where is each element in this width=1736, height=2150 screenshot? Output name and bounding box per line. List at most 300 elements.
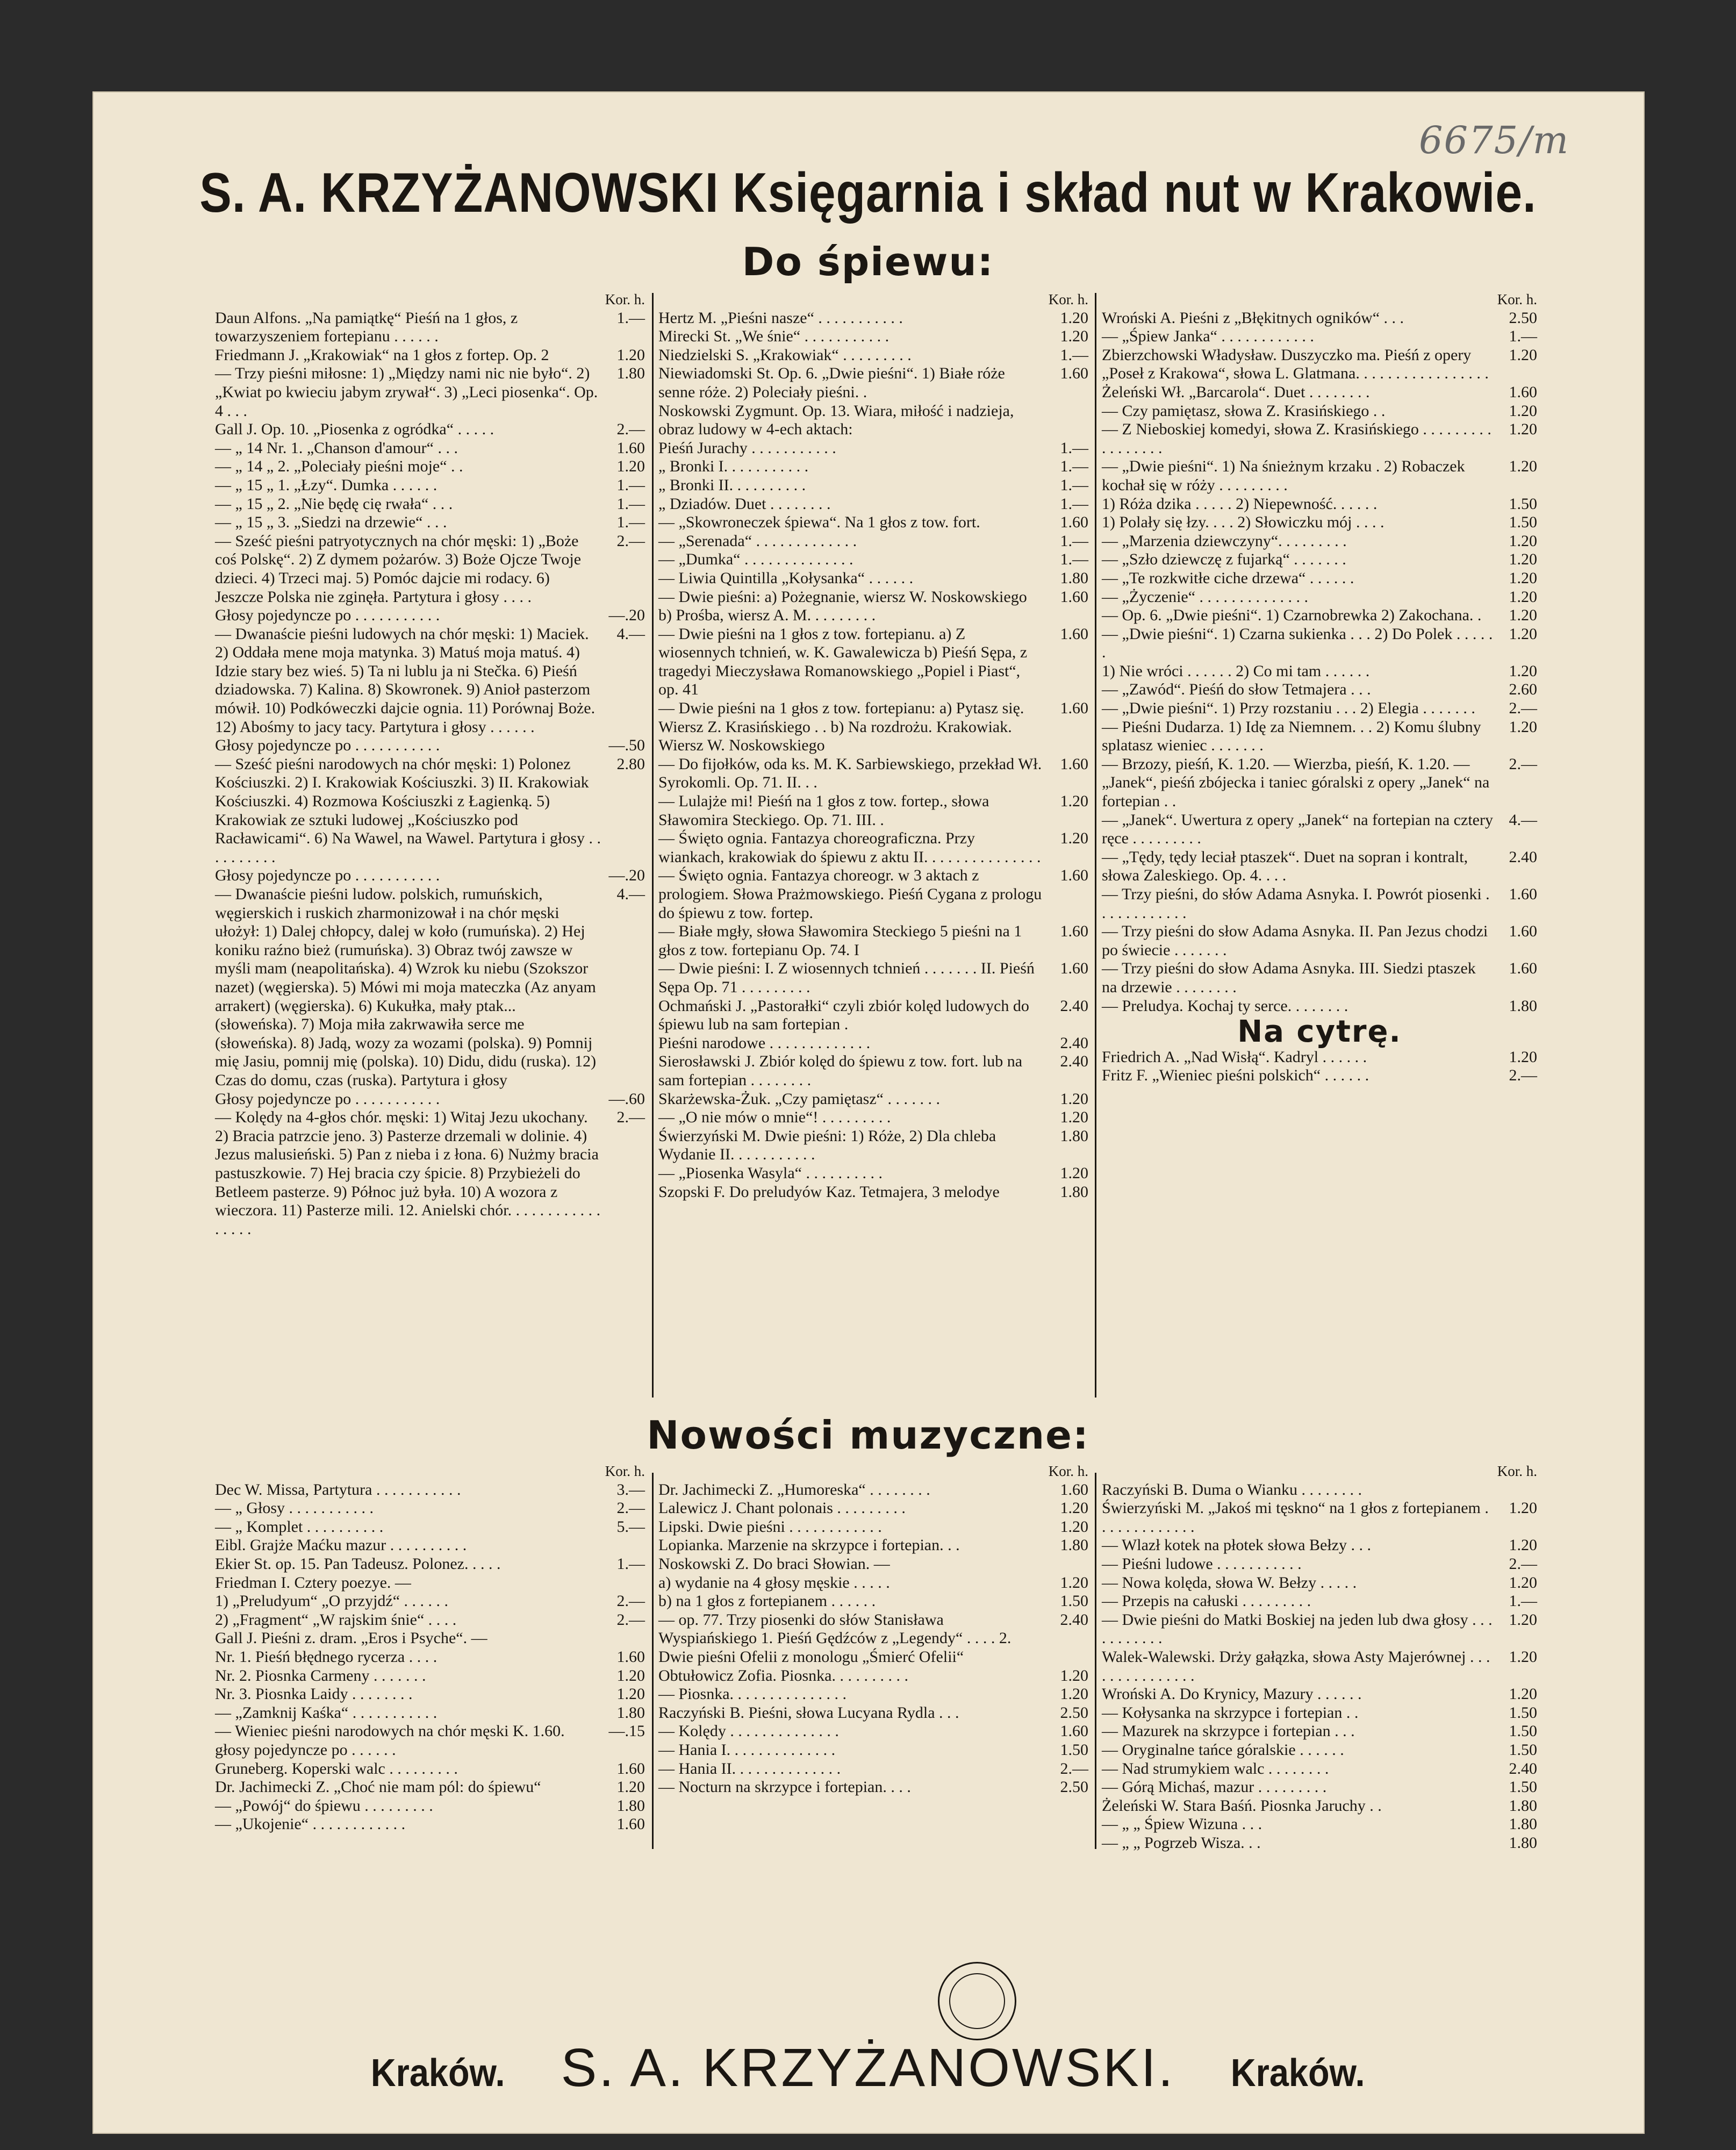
entry-title: „ Dziadów. Duet . . . . . . . . [658,494,831,513]
entry-title: Skarżewska-Żuk. „Czy pamiętasz“ . . . . . . . [658,1090,940,1108]
entry-title: Raczyński B. Pieśni, słowa Lucyana Rydla . . . [658,1703,959,1722]
entry-price: 2.— [1060,1759,1088,1778]
entry-price: 2.50 [1509,309,1537,327]
entry-price: 2.— [616,1592,645,1610]
entry-title: Lalewicz J. Chant polonais . . . . . . . . . [658,1499,906,1517]
entry-price: 1.50 [1509,494,1537,513]
catalog-entry [658,1034,1088,1053]
catalog-entry [1102,309,1537,328]
entry-price: 2.40 [1509,1759,1537,1778]
catalog-entry [658,1108,1088,1127]
entry-title: Świerzyński M. „Jakoś mi tęskno“ na 1 głos z fortepianem . . . . . . . . . . . . . [1102,1499,1489,1536]
footer [0,2037,1736,2099]
catalog-entry [215,1760,645,1779]
entry-price: 1.60 [1509,922,1537,941]
entry-price: 2.60 [1509,680,1537,699]
entry-price: 1.60 [1060,699,1088,718]
catalog-entry [658,402,1088,439]
catalog-entry [1102,1499,1537,1536]
catalog-entry [1102,383,1537,402]
entry-price: 2.40 [1060,997,1088,1015]
catalog-entry [658,1685,1088,1704]
entry-title: — Dwie pieśni na 1 głos z tow. fortepianu. a) Z wiosennych tchnień, w. K. Gawalewicza b) Pieśń Sępa, z tragedyi Mieczysława Romanowskiego „Popiel i Piast“, op. 41 [658,625,1028,699]
entry-price: 1.80 [1060,1127,1088,1145]
entry-title: — Nad strumykiem walc . . . . . . . . [1102,1759,1329,1778]
catalog-entry [1102,1611,1537,1648]
catalog-entry [1102,346,1537,383]
entry-title: Żeleński Wł. „Barcarola“. Duet . . . . . . . . [1102,383,1370,401]
entry-price: 1.20 [1060,792,1088,811]
catalog-entry [1102,1778,1537,1797]
catalog-entry [658,997,1088,1034]
entry-price: 1.20 [1509,1685,1537,1703]
catalog-entry [215,625,645,737]
entry-price: 1.60 [616,439,645,457]
entry-price: 1.— [1060,439,1088,457]
entry-price: 2.— [1509,1066,1537,1085]
entry-title: — Święto ognia. Fantazya choreograficzna. Przy wiankach, krakowiak do śpiewu z aktu II. . . . . . . . . . . . . . . [658,829,1041,866]
entry-title: — Dwie pieśni: I. Z wiosennych tchnień . . . . . . . II. Pieśń Sępa Op. 71 . . . . . . . . . [658,959,1035,996]
entry-title: — Pieśni ludowe . . . . . . . . . . . [1102,1554,1302,1573]
catalog-entry [1102,755,1537,811]
entry-title: — „Te rozkwitłe ciche drzewa“ . . . . . . [1102,569,1354,587]
entry-price: 1.20 [1509,457,1537,476]
entry-title: Dec W. Missa, Partytura . . . . . . . . . . . [215,1480,461,1499]
entry-price: 1.20 [1509,569,1537,587]
catalog-entry [215,439,645,458]
entry-title: Lopianka. Marzenie na skrzypce i fortepian. . . [658,1536,960,1554]
catalog-entry [215,1090,645,1109]
entry-title: Pieśni narodowe . . . . . . . . . . . . . [658,1034,871,1052]
entry-title: — Liwia Quintilla „Kołysanka“ . . . . . . [658,569,914,587]
catalog-entry [1102,811,1537,848]
entry-title: Fritz F. „Wieniec pieśni polskich“ . . . . . . [1102,1066,1369,1085]
catalog-entry [658,1555,1088,1574]
catalog-entry [658,792,1088,829]
catalog-entry [658,755,1088,792]
entry-title: — „Skowroneczek śpiewa“. Na 1 głos z tow. fort. [658,513,980,532]
entry-price: 1.80 [1060,1182,1088,1201]
entry-price: —.20 [608,866,645,885]
catalog-entry [215,532,645,606]
catalog-entry [1102,885,1537,922]
catalog-entry [1102,420,1537,457]
entry-price: 2.— [616,532,645,550]
catalog-entry [658,1611,1088,1667]
library-stamp [938,1962,1016,2040]
entry-price: 4.— [1509,811,1537,829]
catalog-entry [658,1499,1088,1518]
entry-title: — Dwie pieśni do Matki Boskiej na jeden lub dwa głosy . . . . . . . . . . . [1102,1610,1493,1647]
catalog-entry [1102,1592,1537,1611]
entry-title: — Sześć pieśni narodowych na chór męski: 1) Polonez Kościuszki. 2) I. Krakowiak Kościuszki. 3) II. Krakowiak Kościuszki. 4) Rozmowa Kościuszki z Łagienką. 5) Krakowiak ze sztuki ludowej „Kościuszko pod Racławicami“. 6) Na Wawel, na Wawel. Partytura i głosy . . . . . . . . . . [215,755,601,866]
entry-price: 1.20 [1509,532,1537,550]
catalog-entry [215,736,645,755]
entry-price: 2.— [1509,755,1537,773]
entry-price: 1.60 [1509,383,1537,401]
catalog-entry [658,1052,1088,1090]
entry-price: 1.50 [1509,513,1537,532]
catalog-entry [1102,1048,1537,1067]
entry-price: 1.20 [1509,662,1537,680]
entry-price: 1.20 [1509,1499,1537,1517]
catalog-entry [215,1108,645,1238]
entry-title: — Brzozy, pieśń, K. 1.20. — Wierzba, pieśń, K. 1.20. — „Janek“, pieśń zbójecka i taniec góralski z opery „Janek“ na fortepian . . [1102,755,1490,811]
entry-title: — Sześć pieśni patryotycznych na chór męski: 1) „Boże coś Polskę“. 2) Z dymem pożarów. 3) Boże Ojcze Twoje dzieci. 4) Trzeci maj. 5) Pomóc dajcie mi rodacy. 6) Jeszcze Polska nie zginęła. Partytura i głosy . . . . [215,532,582,606]
catalog-entry [215,495,645,514]
catalog-entry [1102,1797,1537,1816]
entry-title: — Hania I. . . . . . . . . . . . . . [658,1740,836,1759]
catalog-entry [658,699,1088,755]
section-heading-zither: Na cytrę. [1237,1014,1402,1050]
entry-title: Niedzielski S. „Krakowiak“ . . . . . . . . . [658,346,912,364]
entry-price: 1.— [1060,532,1088,550]
catalog-entry [658,1778,1088,1797]
entry-title: — „Dumka“ . . . . . . . . . . . . . . [658,550,853,569]
entry-title: — Kolędy na 4-głos chór. męski: 1) Witaj Jezu ukochany. 2) Bracia patrzcie jeno. 3) Pasterze drzemali w dolinie. 4) Jezus malusieński. 5) Pan z nieba i z łona. 6) Nużmy bracia pastuszkowie. 7) Hej bracia czy śpicie. 8) Przybieżeli do Betleem pasterze. 9) Północ już była. 10) A wozora z wieczora. 11) Pasterze mili. 12. Anielski chór. . . . . . . . . . . . . . . . . [215,1108,601,1238]
entry-title: — Do fijołków, oda ks. M. K. Sarbiewskiego, przekład Wł. Syrokomli. Op. 71. II. . . [658,755,1042,792]
section-heading-singing: Do śpiewu: [742,239,994,284]
catalog-entry [1102,1815,1537,1834]
catalog-entry [1102,588,1537,607]
entry-title: Pieśń Jurachy . . . . . . . . . . . [658,439,836,457]
entry-price: 1.60 [1060,755,1088,773]
entry-price: 1.20 [1060,1685,1088,1703]
entry-title: — „ Głosy . . . . . . . . . . . [215,1499,374,1517]
entry-title: Wroński A. Pieśni z „Błękitnych ogników“ . . . [1102,309,1404,327]
catalog-entry [215,1518,645,1537]
entry-title: a) wydanie na 4 głosy męskie . . . . . [658,1573,890,1592]
catalog-entry [658,1183,1088,1202]
entry-title: 2) „Fragment“ „W rajskim śnie“ . . . . [215,1610,457,1629]
entry-price: 1.60 [1509,885,1537,903]
entry-title: — „Ukojenie“ . . . . . . . . . . . . [215,1815,406,1833]
catalog-entry [215,1648,645,1667]
entry-price: 1.— [1509,1592,1537,1610]
entry-price: 1.20 [1060,327,1088,346]
entry-title: — Trzy pieśni do słow Adama Asnyka. II. Pan Jezus chodzi po świecie . . . . . . . [1102,922,1488,959]
entry-title: Mirecki St. „We śnie“ . . . . . . . . . . . [658,327,889,346]
entry-title: — Mazurek na skrzypce i fortepian . . . [1102,1722,1355,1740]
catalog-entry [215,1685,645,1704]
entry-price: 1.60 [616,1759,645,1778]
catalog-entry [1102,1648,1537,1685]
catalog-entry [658,1741,1088,1760]
entry-title: — Białe mgły, słowa Sławomira Steckiego 5 pieśni na 1 głos z tow. fortepianu Op. 74. I [658,922,1022,959]
entry-price: 1.60 [1060,922,1088,941]
entry-title: — Piosnka. . . . . . . . . . . . . . . [658,1685,847,1703]
entry-title: Głosy pojedyncze po . . . . . . . . . . . [215,866,440,885]
entry-title: — „Piosenka Wasyla“ . . . . . . . . . . [658,1164,883,1182]
entry-title: — „ 15 „ 2. „Nie będę cię rwała“ . . . [215,494,453,513]
entry-price: 4.— [616,885,645,903]
currency-header: Kor. h. [1048,1463,1088,1479]
entry-price: 1.— [616,1554,645,1573]
catalog-entry [1102,699,1537,718]
entry-price: 1.20 [1509,1536,1537,1554]
entry-title: Hertz M. „Pieśni nasze“ . . . . . . . . . . . [658,309,903,327]
entry-title: — „Zamknij Kaśka“ . . . . . . . . . . . [215,1703,437,1722]
catalog-entry [215,1667,645,1686]
entry-title: Walek-Walewski. Drży gałązka, słowa Asty Majerównej . . . . . . . . . . . . . . . [1102,1647,1490,1685]
entry-price: 1.60 [1060,1480,1088,1499]
catalog-entry [1102,1536,1537,1555]
entry-title: Ochmański J. „Pastorałki“ czyli zbiór kolęd ludowych do śpiewu lub na sam fortepian . [658,997,1029,1034]
catalog-entry [1102,922,1537,959]
entry-price: 2.50 [1060,1778,1088,1796]
entry-price: 1.20 [1509,1610,1537,1629]
entry-price: 1.80 [1509,1815,1537,1833]
catalog-entry [215,513,645,532]
entry-price: 1.20 [1509,550,1537,569]
catalog-entry [658,1090,1088,1109]
entry-price: 1.20 [1509,606,1537,625]
entry-title: Nr. 2. Piosnka Carmeny . . . . . . . [215,1666,426,1685]
entry-title: — „Marzenia dziewczyny“. . . . . . . . . [1102,532,1347,550]
entry-title: Noskowski Zygmunt. Op. 13. Wiara, miłość i nadzieja, obraz ludowy w 4-ech aktach: [658,402,1014,439]
catalog-entry [215,457,645,476]
catalog-entry [658,495,1088,514]
entry-price: 5.— [616,1517,645,1536]
entry-title: — Dwanaście pieśni ludow. polskich, rumuńskich, węgierskich i ruskich zharmonizował i na chór męski ułożył: 1) Dalej chłopcy, dalej w koło (rumuńska). 2) Hej koniku raźno bież (rumuńska). 3) Obraz twój zawsze w myśli mam (neapolitańska). 4) Wzrok ku niebu (Szokszor nazet) (węgierska). 5) Mówi mi moja mateczka (Az anyam arrakert) (węgierska). 6) Kukułka, mały ptak... (słoweńska). 7) Moja miła zakrwawiła serce me (słoweńska). 8) Jadą, wozy za wozami (polska). 9) Pomnij mię Jasiu, pomnij mię (polska). 10) Didu, didu (ruska). 12) Czas do domu, czas (ruska). Partytura i głosy [215,885,597,1089]
catalog-entry [658,1704,1088,1723]
entry-title: — Wlazł kotek na płotek słowa Bełzy . . . [1102,1536,1371,1554]
entry-title: — Kołysanka na skrzypce i fortepian . . [1102,1703,1359,1722]
entry-title: — „ „ Śpiew Wizuna . . . [1102,1815,1262,1833]
catalog-entry [658,1127,1088,1164]
catalog-entry [658,1574,1088,1593]
entry-title: Ekier St. op. 15. Pan Tadeusz. Polonez. . . . . [215,1554,501,1573]
column-divider [652,1473,654,1849]
entry-title: 1) Polały się łzy. . . . 2) Słowiczku mój . . . . [1102,513,1385,532]
entry-price: 1.50 [1509,1722,1537,1740]
entry-price: 2.40 [1509,848,1537,866]
catalog-entry [1102,625,1537,662]
entry-title: — Nowa kolęda, słowa W. Bełzy . . . . . [1102,1573,1357,1592]
catalog-entry [215,364,645,420]
entry-price: 1.20 [616,346,645,364]
entry-title: Friedrich A. „Nad Wisłą“. Kadryl . . . . . . [1102,1048,1367,1066]
catalog-entry [1102,997,1537,1016]
entry-price: 1.60 [1060,513,1088,532]
catalog-entry [1102,718,1537,755]
entry-price: 2.40 [1060,1610,1088,1629]
entry-title: — „O nie mów o mnie“! . . . . . . . . . [658,1108,891,1127]
catalog-entry [215,885,645,1090]
catalog-entry [215,1797,645,1816]
catalog-entry [215,1536,645,1555]
catalog-entry [1102,569,1537,588]
entry-price: 1.20 [1060,829,1088,848]
manuscript-shelfmark: 6675/m [1419,118,1570,162]
entry-title: — Święto ognia. Fantazya choreogr. w 3 aktach z prologiem. Słowa Prażmowskiego. Pieśń Cygana z prologu do śpiewu z tow. fortep. [658,866,1042,922]
entry-title: — „Śpiew Janka“ . . . . . . . . . . . . [1102,327,1314,346]
entry-title: Żeleński W. Stara Baśń. Piosnka Jaruchy . . [1102,1796,1382,1815]
catalog-entry [658,457,1088,476]
page-title: S. A. KRZYŻANOWSKI Księgarnia i skład nut w Krakowie. [199,162,1537,224]
catalog-entry [215,1592,645,1611]
entry-title: — Pieśni Dudarza. 1) Idę za Niemnem. . . 2) Komu ślubny splatasz wieniec . . . . . . . [1102,718,1481,755]
catalog-entry [1102,402,1537,421]
footer-city-left: Kraków. [371,2052,505,2095]
entry-price: 1.20 [1509,1647,1537,1666]
entry-title: — „Janek“. Uwertura z opery „Janek“ na fortepian na cztery ręce . . . . . . . . . [1102,811,1493,848]
entry-price: 1.20 [616,1778,645,1796]
entry-price: 1.50 [1060,1740,1088,1759]
news-column-2 [658,1462,1088,1797]
catalog-entry [1102,606,1537,625]
entry-title: — „ „ Pogrzeb Wisza. . . [1102,1833,1261,1852]
entry-price: —.60 [608,1090,645,1108]
entry-title: b) na 1 głos z fortepianem . . . . . . [658,1592,876,1610]
entry-price: 1.80 [1509,1796,1537,1815]
entry-title: Friedmann J. „Krakowiak“ na 1 głos z fortep. Op. 2 [215,346,549,364]
entry-price: 1.80 [1060,569,1088,587]
catalog-entry [1102,1481,1537,1500]
catalog-entry [1102,1760,1537,1779]
section-heading-new-music: Nowości muzyczne: [647,1413,1089,1458]
entry-price: 1.60 [1060,866,1088,885]
entry-title: — Nocturn na skrzypce i fortepian. . . . [658,1778,911,1796]
entry-price: 1.80 [1060,1536,1088,1554]
entry-title: Gall J. Pieśni z. dram. „Eros i Psyche“. — [215,1629,487,1647]
catalog-entry [1102,1704,1537,1723]
catalog-entry [215,309,645,346]
entry-price: 1.20 [1060,1164,1088,1182]
entry-title: — „Szło dziewczę z fujarką“ . . . . . . . [1102,550,1346,569]
entry-title: Zbierzchowski Władysław. Duszyczko ma. Pieśń z opery „Poseł z Krakowa“, słowa L. Glatmana. . . . . . . . . . . . . . . . . [1102,346,1489,383]
entry-price: 1.— [616,513,645,532]
entry-title: Nr. 3. Piosnka Laidy . . . . . . . . [215,1685,413,1703]
entry-title: Głosy pojedyncze po . . . . . . . . . . . [215,1090,440,1108]
column-divider [1095,293,1096,1398]
entry-price: 2.— [616,1610,645,1629]
catalog-entry [215,1499,645,1518]
column-divider [652,293,654,1398]
entry-price: 2.— [616,420,645,439]
entry-price: 2.— [616,1108,645,1127]
entry-price: 1.20 [1060,1108,1088,1127]
entry-price: 1.60 [1060,364,1088,383]
catalog-entry [658,327,1088,346]
entry-title: — „ 15 „ 1. „Łzy“. Dumka . . . . . . [215,476,437,494]
entry-title: — op. 77. Trzy piosenki do słów Stanisława Wyspiańskiego 1. Pieśń Gędźców z „Legendy“ . . . . 2. Dwie pieśni Ofelii z monologu „Śmierć Ofelii“ [658,1610,1012,1666]
entry-title: Głosy pojedyncze po . . . . . . . . . . . [215,606,440,625]
catalog-entry [658,532,1088,551]
catalog-column-3 [1102,290,1537,1085]
entry-price: 1.50 [1509,1703,1537,1722]
catalog-entry [215,420,645,439]
catalog-entry [1102,532,1537,551]
news-column-3 [1102,1462,1537,1852]
currency-header: Kor. h. [605,291,645,307]
entry-price: 2.— [1509,699,1537,718]
catalog-entry [215,346,645,365]
entry-price: 1.60 [1060,1722,1088,1740]
catalog-column-1 [215,290,645,1238]
catalog-entry [658,550,1088,569]
entry-title: — „ 14 „ 2. „Poleciały pieśni moje“ . . [215,457,463,476]
entry-title: — „ 15 „ 3. „Siedzi na drzewie“ . . . [215,513,447,532]
catalog-entry [658,922,1088,959]
catalog-entry [1102,327,1537,346]
footer-publisher-name: S. A. KRZYŻANOWSKI. [561,2038,1175,2098]
entry-title: — Przepis na całuski . . . . . . . . . [1102,1592,1311,1610]
entry-title: Raczyński B. Duma o Wianku . . . . . . . . [1102,1480,1362,1499]
catalog-entry [1102,495,1537,514]
entry-price: 1.20 [616,457,645,476]
entry-price: 1.60 [616,1647,645,1666]
catalog-entry [215,1611,645,1630]
entry-title: — Trzy pieśni, do słów Adama Asnyka. I. Powrót piosenki . . . . . . . . . . . . [1102,885,1490,922]
footer-city-right: Kraków. [1231,2052,1365,2095]
entry-price: —.20 [608,606,645,625]
catalog-entry [658,1481,1088,1500]
entry-price: 1.20 [1509,1573,1537,1592]
entry-title: Dr. Jachimecki Z. „Humoreska“ . . . . . . . . [658,1480,930,1499]
entry-title: Gall J. Op. 10. „Piosenka z ogródka“ . . . . . [215,420,494,439]
catalog-entry [658,1722,1088,1741]
entry-price: 2.— [1509,1554,1537,1573]
entry-price: 1.80 [1509,1833,1537,1852]
entry-title: 1) Róża dzika . . . . . 2) Niepewność. . . . . . [1102,494,1378,513]
catalog-entry [215,1481,645,1500]
entry-title: — „Dwie pieśni“. 1) Czarna sukienka . . . 2) Do Polek . . . . . . [1102,625,1493,662]
catalog-entry [1102,457,1537,494]
entry-price: 1.20 [1509,402,1537,420]
entry-title: — „Zawód“. Pieśń do słow Tetmajera . . . [1102,680,1371,699]
entry-price: 1.20 [1060,1517,1088,1536]
entry-price: 1.50 [1509,1778,1537,1796]
catalog-column-2 [658,290,1088,1201]
catalog-entry [658,1592,1088,1611]
entry-price: 1.— [1060,494,1088,513]
entry-price: 1.— [616,476,645,494]
entry-price: —.50 [608,736,645,755]
catalog-entry [658,866,1088,922]
catalog-entry [1102,1574,1537,1593]
entry-title: Niewiadomski St. Op. 6. „Dwie pieśni“. 1) Białe róże senne róże. 2) Poleciały pieśni. . [658,364,1005,401]
entry-title: 1) „Preludyum“ „O przyjdź“ . . . . . . [215,1592,449,1610]
entry-price: 1.20 [1509,420,1537,439]
entry-title: Gruneberg. Koperski walc . . . . . . . . . [215,1759,458,1778]
entry-price: —.15 [608,1722,645,1740]
entry-price: 1.20 [1509,1048,1537,1066]
catalog-entry [658,829,1088,866]
catalog-entry [215,866,645,885]
entry-title: — „ Komplet . . . . . . . . . . [215,1517,384,1536]
entry-title: — „Dwie pieśni“. 1) Na śnieżnym krzaku . 2) Robaczek kochał się w róży . . . . . . . . . [1102,457,1465,494]
currency-header: Kor. h. [1048,291,1088,307]
entry-title: „ Bronki I. . . . . . . . . . . [658,457,809,476]
news-column-1 [215,1462,645,1834]
catalog-entry [658,346,1088,365]
catalog-entry [658,513,1088,532]
entry-title: — „Powój“ do śpiewu . . . . . . . . . [215,1796,433,1815]
entry-price: 2.40 [1060,1034,1088,1052]
catalog-entry [658,588,1088,625]
entry-title: — Lulajże mi! Pieśń na 1 głos z tow. fortep., słowa Sławomira Steckiego. Op. 71. III. . [658,792,989,829]
catalog-entry [1102,662,1537,681]
entry-price: 1.50 [1060,1592,1088,1610]
entry-title: — Trzy pieśni do słow Adama Asnyka. III. Siedzi ptaszek na drzewie . . . . . . . . [1102,959,1476,996]
entry-price: 1.60 [616,1815,645,1833]
catalog-entry [1102,1741,1537,1760]
entry-price: 1.— [1060,550,1088,569]
entry-price: 2.50 [1060,1703,1088,1722]
catalog-entry [215,755,645,867]
entry-title: 1) Nie wróci . . . . . . 2) Co mi tam . . . . . . [1102,662,1370,680]
